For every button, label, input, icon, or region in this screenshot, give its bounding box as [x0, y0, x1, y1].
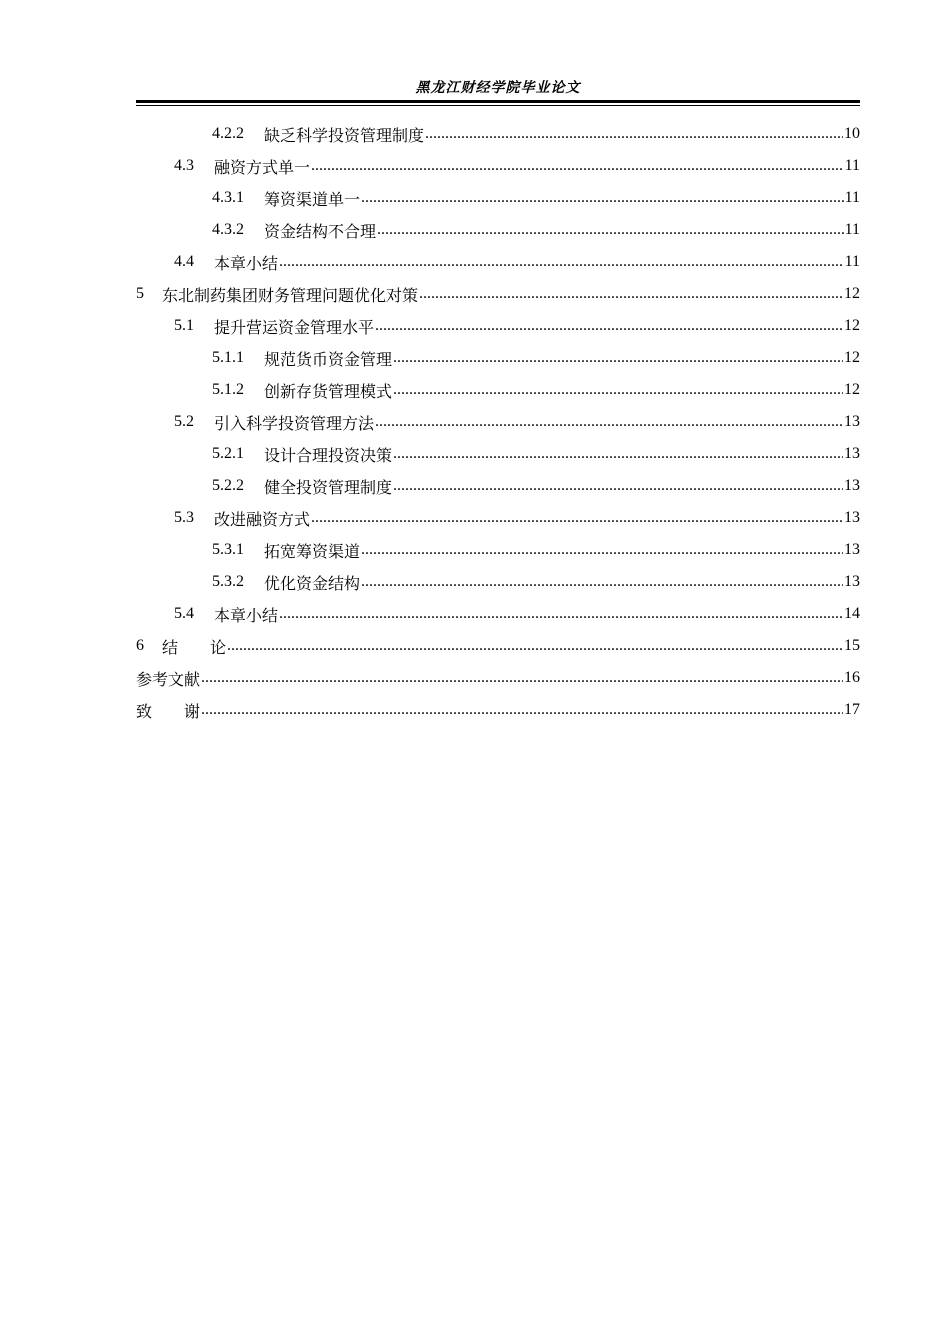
- toc-entry-title: 改进融资方式: [214, 509, 311, 529]
- toc-entry-number: 5.3.2: [212, 573, 244, 590]
- toc-entry[interactable]: [136, 470, 860, 502]
- toc-entry-page: 13: [844, 509, 860, 526]
- toc-entry[interactable]: [136, 374, 860, 406]
- toc-dot-leader: [377, 221, 844, 239]
- toc-dot-leader: [393, 477, 843, 495]
- toc-entry-number: 4.4: [174, 253, 194, 270]
- toc-entry[interactable]: [136, 566, 860, 598]
- toc-entry[interactable]: [136, 150, 860, 182]
- toc-entry-page: 11: [844, 157, 860, 174]
- toc-dot-leader: [375, 413, 843, 431]
- toc-entry-page: 11: [844, 221, 860, 238]
- toc-dot-leader: [393, 445, 843, 463]
- toc-entry-number: 5.2.1: [212, 445, 244, 462]
- header-rule-thin: [136, 105, 860, 106]
- toc-entry[interactable]: [136, 630, 860, 662]
- toc-entry-page: 13: [844, 477, 860, 494]
- toc-entry[interactable]: [136, 438, 860, 470]
- toc-entry[interactable]: [136, 694, 860, 726]
- toc-dot-leader: [419, 285, 843, 303]
- toc-entry[interactable]: [136, 406, 860, 438]
- toc-entry-title: 提升营运资金管理水平: [214, 317, 375, 337]
- toc-dot-leader: [375, 317, 843, 335]
- toc-entry-title: 东北制药集团财务管理问题优化对策: [162, 285, 419, 305]
- toc-entry-number: 6: [136, 637, 144, 654]
- toc-dot-leader: [361, 189, 844, 207]
- toc-entry-number: 4.3: [174, 157, 194, 174]
- toc-entry-number: 4.2.2: [212, 125, 244, 142]
- toc-entry[interactable]: [136, 662, 860, 694]
- toc-entry-title: 结 论: [162, 637, 227, 657]
- toc-entry-title: 本章小结: [214, 605, 279, 625]
- toc-entry-title: 缺乏科学投资管理制度: [264, 125, 425, 145]
- table-of-contents: [136, 118, 860, 726]
- toc-entry-number: 5.4: [174, 605, 194, 622]
- header-rule-thick: [136, 100, 860, 103]
- toc-entry-page: 17: [844, 701, 860, 718]
- toc-entry-title: 引入科学投资管理方法: [214, 413, 375, 433]
- toc-entry-number: 5.3.1: [212, 541, 244, 558]
- toc-entry-number: 4.3.2: [212, 221, 244, 238]
- toc-entry-page: 13: [844, 573, 860, 590]
- toc-entry-number: 5.1: [174, 317, 194, 334]
- toc-entry[interactable]: [136, 246, 860, 278]
- toc-entry-title: 资金结构不合理: [264, 221, 377, 241]
- toc-entry[interactable]: [136, 342, 860, 374]
- toc-dot-leader: [311, 157, 844, 175]
- toc-dot-leader: [361, 573, 843, 591]
- toc-dot-leader: [227, 637, 843, 655]
- toc-entry[interactable]: [136, 310, 860, 342]
- toc-entry-title: 创新存货管理模式: [264, 381, 393, 401]
- toc-entry[interactable]: [136, 278, 860, 310]
- toc-dot-leader: [279, 253, 844, 271]
- page-header: [136, 78, 860, 106]
- toc-entry-title: 本章小结: [214, 253, 279, 273]
- toc-entry-page: 16: [844, 669, 860, 686]
- toc-entry-number: 5.1.2: [212, 381, 244, 398]
- toc-entry[interactable]: [136, 214, 860, 246]
- toc-entry-page: 15: [844, 637, 860, 654]
- toc-entry[interactable]: [136, 598, 860, 630]
- toc-entry-number: 5.2: [174, 413, 194, 430]
- toc-entry[interactable]: [136, 182, 860, 214]
- toc-entry-page: 13: [844, 541, 860, 558]
- toc-entry-number: 5.3: [174, 509, 194, 526]
- toc-entry-page: 12: [844, 381, 860, 398]
- header-title: 黑龙江财经学院毕业论文: [415, 80, 581, 96]
- toc-entry-number: 5.1.1: [212, 349, 244, 366]
- toc-dot-leader: [279, 605, 843, 623]
- toc-dot-leader: [201, 669, 843, 687]
- toc-entry-title: 健全投资管理制度: [264, 477, 393, 497]
- toc-entry-number: 5.2.2: [212, 477, 244, 494]
- toc-entry-number: 5: [136, 285, 144, 302]
- toc-entry-page: 10: [844, 125, 860, 142]
- toc-entry-page: 12: [844, 349, 860, 366]
- toc-entry-page: 11: [844, 253, 860, 270]
- toc-dot-leader: [393, 381, 843, 399]
- toc-entry-title: 筹资渠道单一: [264, 189, 361, 209]
- toc-dot-leader: [425, 125, 843, 143]
- toc-entry-page: 13: [844, 445, 860, 462]
- toc-entry-page: 13: [844, 413, 860, 430]
- toc-dot-leader: [201, 701, 843, 719]
- toc-entry-page: 12: [844, 317, 860, 334]
- toc-entry-title: 规范货币资金管理: [264, 349, 393, 369]
- toc-entry-title: 拓宽筹资渠道: [264, 541, 361, 561]
- toc-entry-title: 致 谢: [136, 701, 201, 721]
- toc-entry-title: 优化资金结构: [264, 573, 361, 593]
- toc-dot-leader: [361, 541, 843, 559]
- toc-entry[interactable]: [136, 118, 860, 150]
- toc-entry[interactable]: [136, 502, 860, 534]
- toc-entry-page: 11: [844, 189, 860, 206]
- toc-entry-page: 12: [844, 285, 860, 302]
- toc-entry-title: 设计合理投资决策: [264, 445, 393, 465]
- toc-dot-leader: [311, 509, 843, 527]
- toc-entry-page: 14: [844, 605, 860, 622]
- toc-entry-number: 4.3.1: [212, 189, 244, 206]
- toc-entry-title: 融资方式单一: [214, 157, 311, 177]
- toc-entry[interactable]: [136, 534, 860, 566]
- toc-dot-leader: [393, 349, 843, 367]
- toc-entry-title: 参考文献: [136, 669, 201, 689]
